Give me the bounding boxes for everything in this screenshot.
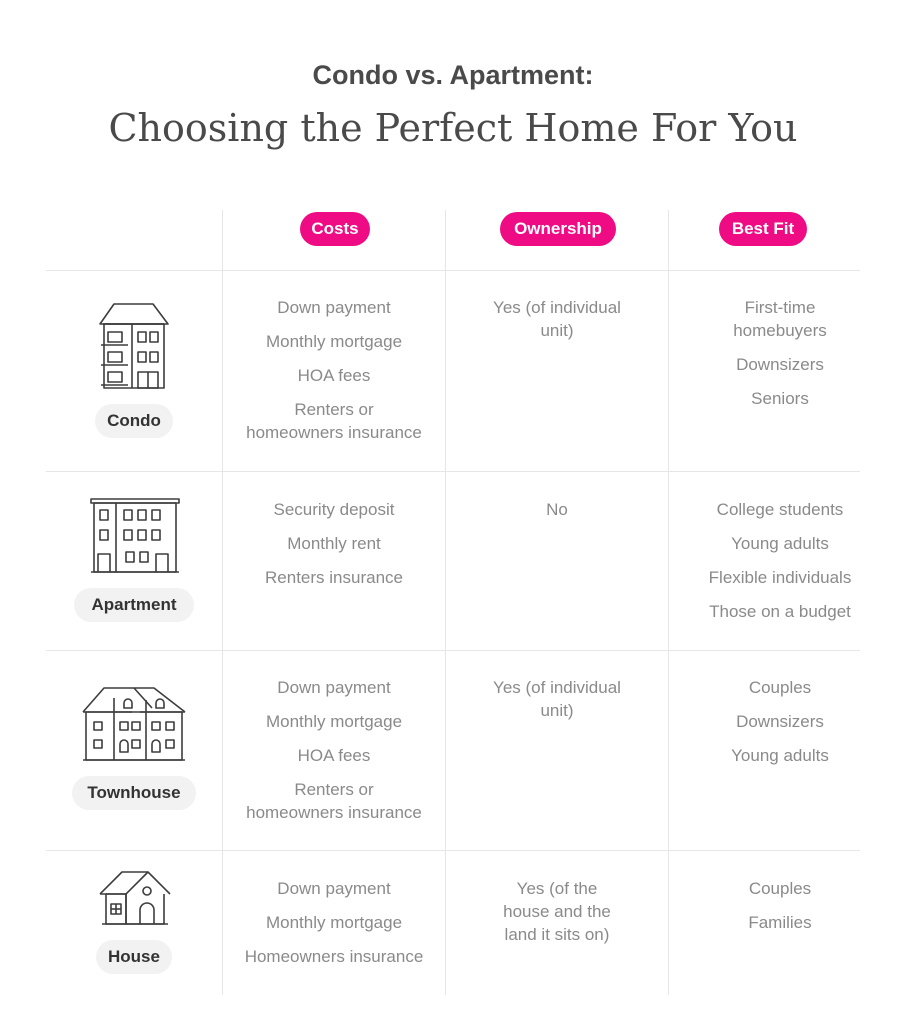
row-divider — [46, 850, 860, 851]
list-item: Young adults — [731, 534, 829, 553]
row-divider — [46, 471, 860, 472]
row-label-condo: Condo — [95, 404, 173, 438]
list-item: Down payment — [277, 298, 391, 317]
condo-best-fit — [669, 296, 891, 421]
title-line-1: Condo vs. Apartment: — [312, 60, 594, 90]
condo-costs — [223, 296, 445, 455]
header-costs: Costs — [300, 212, 370, 246]
apartment-building-icon — [90, 498, 180, 579]
list-item: Monthly mortgage — [265, 332, 403, 351]
row-divider — [46, 270, 860, 271]
list-item: Downsizers — [736, 712, 824, 731]
list-item: Down payment — [277, 678, 391, 697]
list-item: Seniors — [751, 389, 809, 408]
list-item: Monthly rent — [287, 534, 381, 553]
list-item: Monthly mortgage — [265, 913, 403, 932]
header-best-fit: Best Fit — [719, 212, 807, 246]
house-icon — [98, 870, 172, 931]
list-item: Homeowners insurance — [244, 947, 424, 966]
list-item: Renters or homeowners insurance — [246, 400, 422, 442]
apartment-costs — [223, 498, 445, 600]
list-item: Flexible individuals — [708, 568, 852, 587]
apartment-ownership: No — [546, 500, 568, 519]
list-item: Down payment — [277, 879, 391, 898]
list-item: Downsizers — [736, 355, 824, 374]
townhouse-ownership: Yes (of individual unit) — [493, 678, 621, 720]
list-item: College students — [716, 500, 844, 519]
row-label-apartment: Apartment — [74, 588, 194, 622]
list-item: Couples — [748, 879, 812, 898]
header-ownership: Ownership — [500, 212, 616, 246]
house-best-fit — [669, 877, 891, 945]
list-item: Young adults — [731, 746, 829, 765]
townhouse-icon — [82, 686, 186, 767]
house-costs — [223, 877, 445, 979]
townhouse-best-fit — [669, 676, 891, 778]
condo-ownership: Yes (of individual unit) — [493, 298, 621, 340]
list-item: Couples — [748, 678, 812, 697]
list-item: Those on a budget — [709, 602, 851, 621]
list-item: First-time homebuyers — [733, 298, 827, 340]
list-item: Families — [748, 913, 812, 932]
list-item: HOA fees — [297, 366, 371, 385]
row-label-house: House — [96, 940, 172, 974]
house-ownership: Yes (of the house and the land it sits on) — [503, 879, 611, 944]
row-label-townhouse: Townhouse — [72, 776, 196, 810]
page-title: Choosing the Perfect Home For You — [108, 106, 798, 150]
list-item: Renters insurance — [265, 568, 403, 587]
row-divider — [46, 650, 860, 651]
list-item: Renters or homeowners insurance — [246, 780, 422, 822]
townhouse-costs — [223, 676, 445, 835]
apartment-best-fit — [669, 498, 891, 634]
list-item: Monthly mortgage — [265, 712, 403, 731]
list-item: HOA fees — [297, 746, 371, 765]
condo-building-icon — [98, 302, 170, 395]
list-item: Security deposit — [273, 500, 395, 519]
